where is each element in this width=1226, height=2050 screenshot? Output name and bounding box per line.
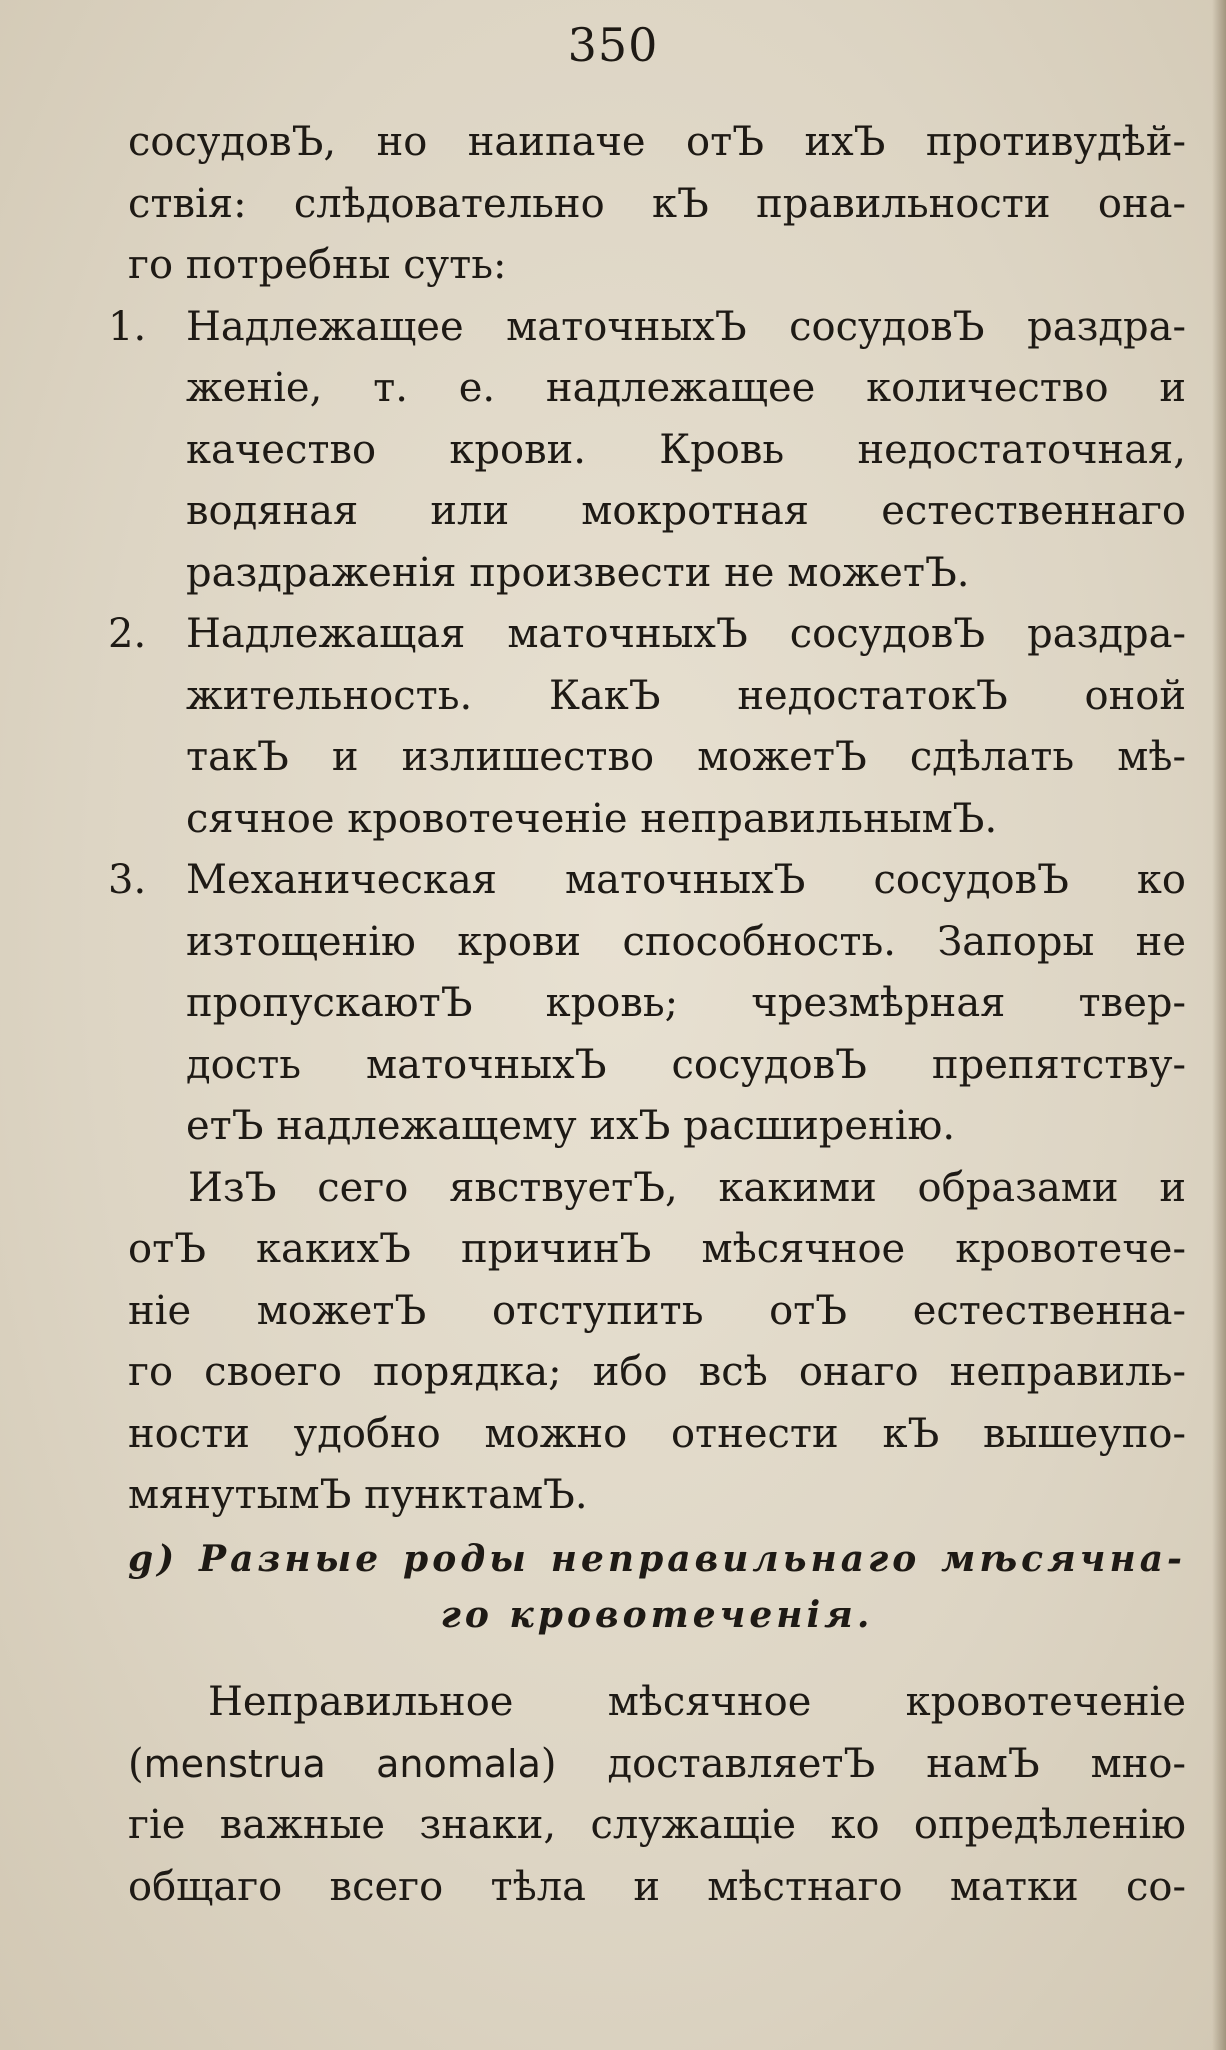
list-item <box>108 297 1186 605</box>
text-line: изтощенію крови способность. Запоры не <box>186 918 1186 965</box>
text-line: сячное кровотеченіе неправильнымЪ. <box>186 795 998 842</box>
text-line: Механическая маточныхЪ сосудовЪ ко <box>186 857 1186 903</box>
text-line: пропускаютЪ кровь; чрезмѣрная твер- <box>186 980 1186 1026</box>
section-heading-line: g) Разные роды неправильнаго мѣсячна- <box>128 1538 1186 1580</box>
text-line: водяная или мокротная естественнаго <box>186 488 1186 534</box>
text-line: сосудовЪ, но наипаче отЪ ихЪ противудѣй- <box>128 119 1186 165</box>
text-line: Надлежащее маточныхЪ сосудовЪ раздра- <box>186 303 1186 350</box>
final-paragraph <box>128 1672 1186 1918</box>
text-line: раздраженія произвести не можетЪ. <box>186 549 970 596</box>
list-item-number: 2. <box>108 611 147 657</box>
text-line: общаго всего тѣла и мѣстнаго матки со- <box>128 1863 1186 1910</box>
text-line: Неправильное мѣсячное кровотеченіе <box>208 1679 1186 1725</box>
text-fragment: ( <box>128 1740 144 1787</box>
text-line: жительность. КакЪ недостатокЪ оной <box>186 672 1186 719</box>
text-line: дость маточныхЪ сосудовЪ препятству- <box>186 1041 1186 1088</box>
text-line: ствія: слѣдовательно кЪ правильности она- <box>128 180 1186 227</box>
intro-paragraph <box>128 112 1186 297</box>
list-item-number: 3. <box>108 857 147 903</box>
text-line: ности удобно можно отнести кЪ вышеупо- <box>128 1410 1186 1457</box>
list-item <box>108 850 1186 1158</box>
conclusion-paragraph <box>128 1158 1186 1527</box>
text-line <box>128 1734 1186 1796</box>
list-item-number: 1. <box>108 303 147 350</box>
text-line: такЪ и излишество можетЪ сдѣлать мѣ- <box>186 734 1186 780</box>
text-line: Надлежащая маточныхЪ сосудовЪ раздра- <box>186 611 1186 657</box>
text-line: ніе можетЪ отступить отЪ естественна- <box>128 1287 1186 1334</box>
text-line: женіе, т. е. надлежащее количество и <box>186 365 1186 411</box>
list-item <box>108 604 1186 850</box>
section-heading <box>128 1538 1186 1636</box>
page-number: 350 <box>567 18 659 72</box>
text-line: качество крови. Кровь недостаточная, <box>186 426 1186 473</box>
text-line: гіе важные знаки, служащіе ко опредѣленію <box>128 1802 1186 1848</box>
latin-term: menstrua anomala <box>143 1741 541 1786</box>
main-text <box>108 112 1186 1527</box>
page-edge-shadow <box>1212 0 1226 2050</box>
text-fragment: ) доставляетЪ намЪ мно- <box>540 1740 1187 1787</box>
text-line: го потребны суть: <box>128 242 507 288</box>
text-line: отЪ какихЪ причинЪ мѣсячное кровотече- <box>128 1226 1186 1272</box>
text-line: мянутымЪ пунктамЪ. <box>128 1472 588 1518</box>
text-line: ИзЪ сего явствуетЪ, какими образами и <box>188 1164 1186 1211</box>
text-line: го своего порядка; ибо всѣ онаго неправиль- <box>128 1349 1186 1395</box>
section-heading-line: го кровотеченія. <box>440 1594 874 1636</box>
text-line: етЪ надлежащему ихЪ расширенію. <box>186 1103 956 1149</box>
